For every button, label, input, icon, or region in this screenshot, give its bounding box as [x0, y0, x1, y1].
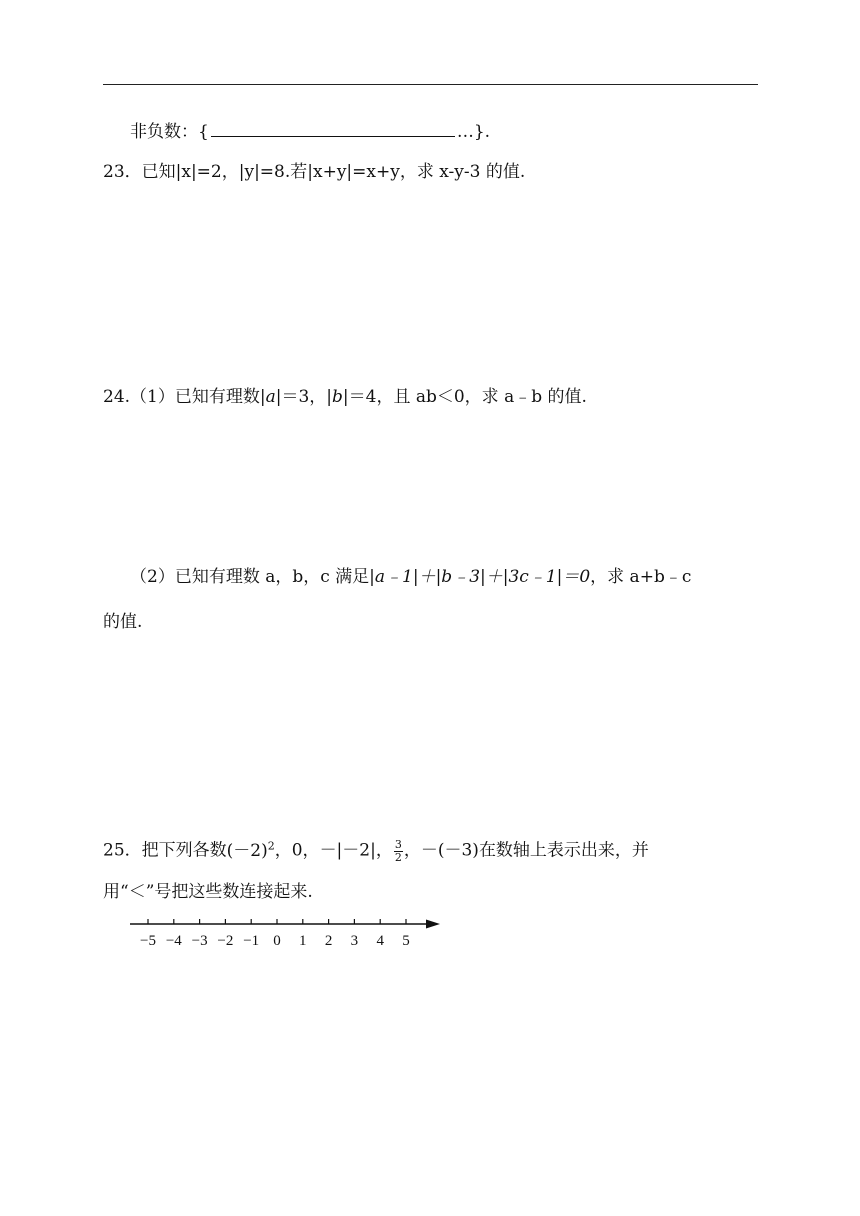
number-line-tick-label: −2 — [217, 933, 234, 949]
q24-part2-line2: 的值. — [103, 612, 143, 632]
number-line-tick-label: 0 — [273, 933, 281, 949]
nonnegative-numbers-line — [130, 116, 490, 144]
q25-line2: 用“＜”号把这些数连接起来. — [103, 882, 313, 902]
question-24-part1 — [103, 385, 587, 409]
q25-number-3: －|－2| — [319, 840, 376, 861]
abs-b: |b| — [326, 387, 349, 407]
q25-rest: 在数轴上表示出来，并 — [478, 840, 649, 861]
q25-prefix: 25．把下列各数 — [103, 840, 227, 861]
q24-part1-prefix: 24.（1）已知有理数 — [103, 387, 260, 407]
number-line-tick-label: 5 — [402, 933, 410, 949]
nonneg-label: 非负数：{ — [130, 122, 209, 142]
q25-number-1: $(-2)^2$ — [226, 839, 275, 861]
q25-sep3: ， — [403, 840, 421, 861]
question-24-part2-line2 — [103, 610, 142, 634]
header-rule — [103, 84, 758, 85]
number-line-tick-label: 2 — [324, 933, 333, 949]
number-line-tick-label: −1 — [243, 933, 260, 949]
question-25-line2 — [103, 880, 313, 904]
question-25 — [103, 834, 649, 864]
number-line-arrow — [426, 920, 440, 929]
q24-part2-expression: |a﹣1|＋|b﹣3|＋|3c﹣1|＝0 — [369, 567, 591, 587]
nonneg-end: …}. — [456, 122, 491, 142]
q25-number-5: －(－3) — [420, 840, 479, 861]
q25-sep1: ，0， — [274, 840, 320, 861]
number-line-tick-label: −5 — [140, 933, 156, 949]
number-line — [124, 912, 454, 952]
number-line-tick-label: 1 — [299, 933, 307, 949]
answer-blank[interactable] — [211, 116, 455, 137]
number-line-tick-label: −4 — [165, 933, 182, 949]
abs-a: |a| — [259, 387, 282, 407]
q23-text: 23．已知|x|=2，|y|=8.若|x+y|=x+y，求 x-y-3 的值. — [103, 162, 526, 182]
q24-part2-rest: ，求 a+b﹣c — [590, 567, 692, 587]
number-line-tick-label: 3 — [350, 933, 359, 949]
q25-fraction: $\frac{3}{2}$ — [394, 837, 402, 864]
q24-part2-prefix: （2）已知有理数 a，b，c 满足 — [130, 567, 370, 587]
question-24-part2 — [130, 565, 691, 589]
number-line-tick-label: 4 — [376, 933, 384, 949]
q25-sep2: ， — [375, 840, 393, 861]
eq3: ＝3， — [281, 387, 327, 407]
question-23 — [103, 160, 525, 184]
q24-part1-rest: ＝4，且 ab＜0，求 a﹣b 的值. — [348, 387, 587, 407]
number-line-tick-label: −3 — [191, 933, 208, 949]
